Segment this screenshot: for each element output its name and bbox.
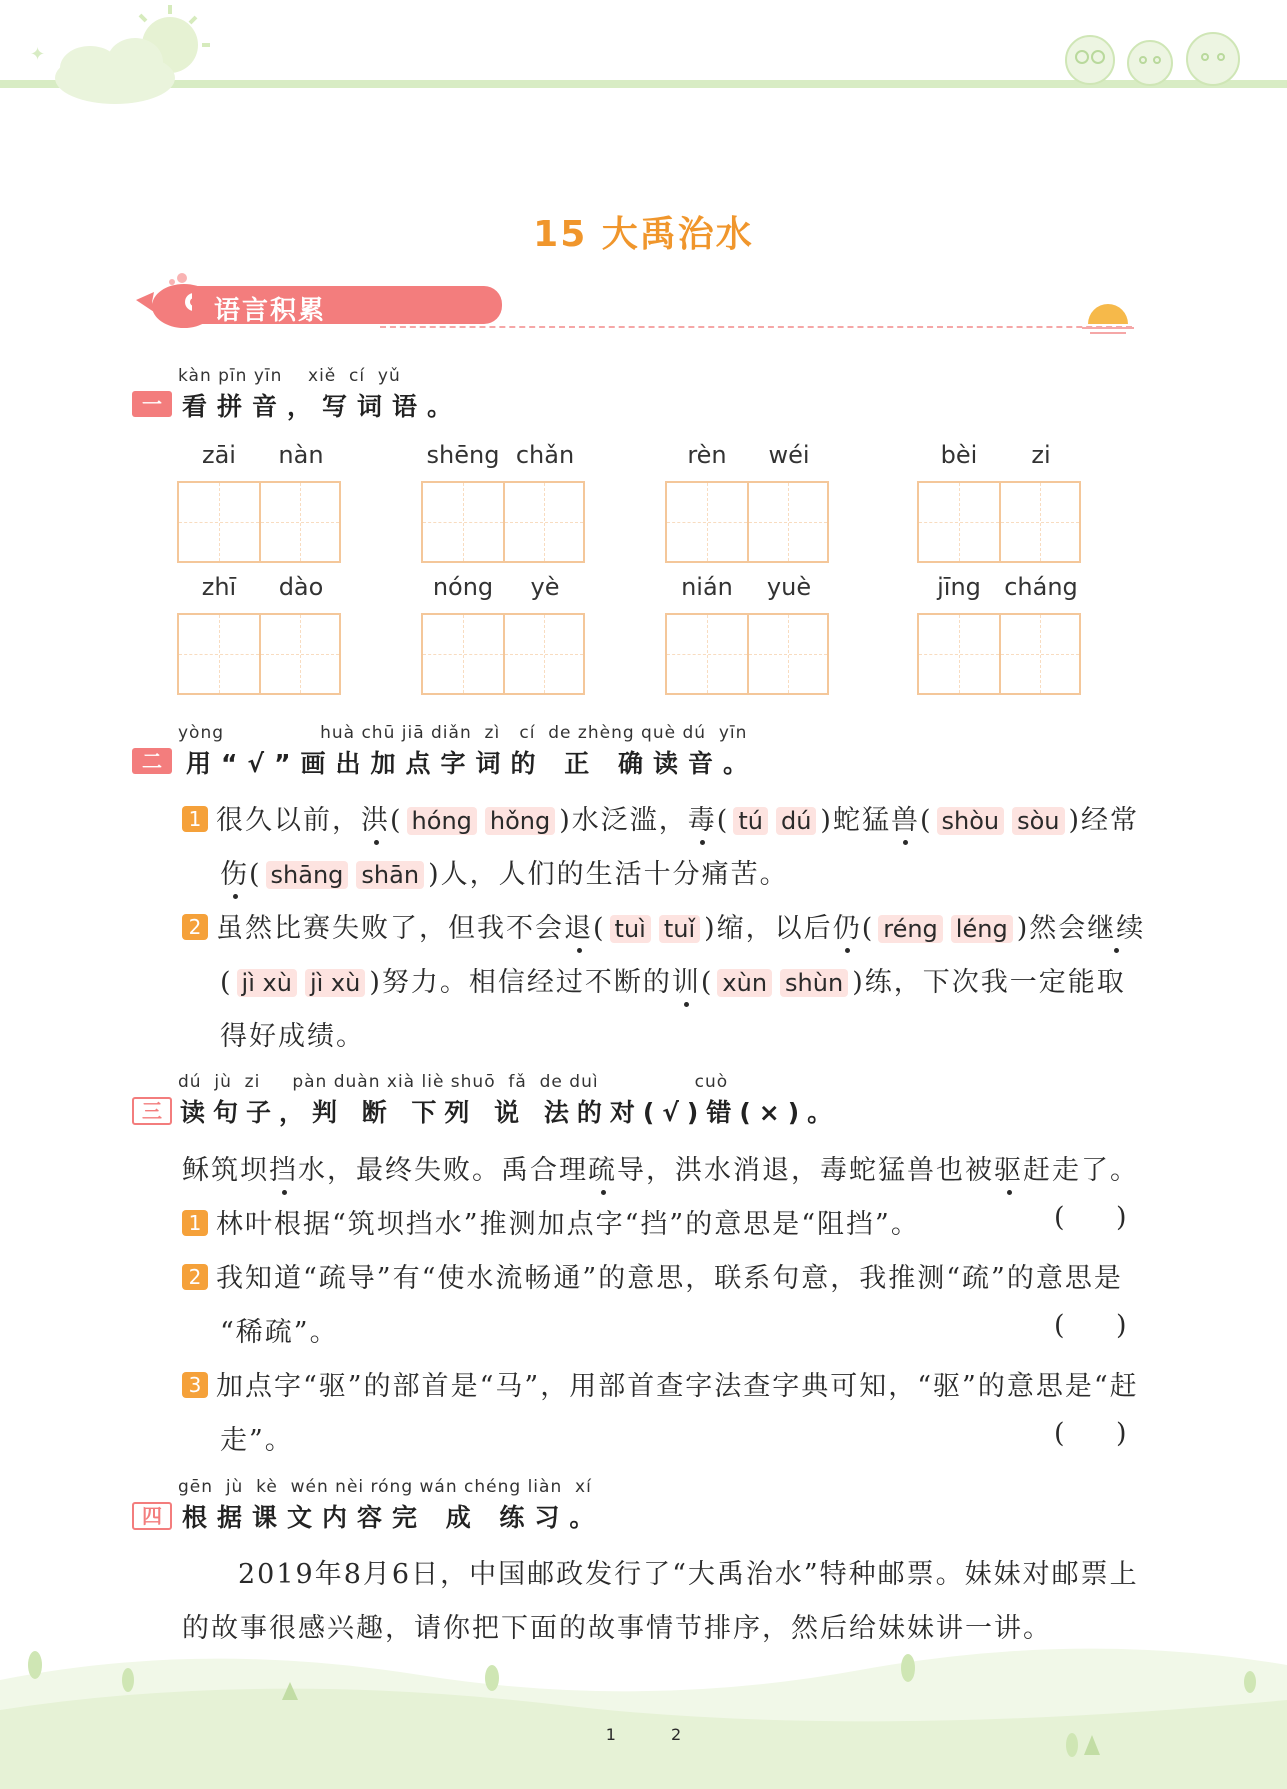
q3-item3-line2: 走”。 — [220, 1425, 294, 1456]
pinyin-option[interactable]: tú — [733, 807, 768, 835]
writing-grid[interactable] — [421, 613, 585, 695]
writing-cell[interactable] — [999, 483, 1079, 561]
q2-item2-line2: ( jì xù jì xù )努力。相信经过不断的训( xùn shùn )练，下次我一定能取 — [220, 967, 1126, 998]
q3-item2-line2: “稀疏”。 — [220, 1317, 339, 1348]
hills-decoration — [0, 1620, 1287, 1789]
pinyin-label: dào — [278, 573, 324, 601]
pinyin-option[interactable]: shān — [356, 861, 424, 889]
section-3-title: 读句子，判 断 下列 说 法的对(√)错(×)。 — [180, 1098, 841, 1127]
pinyin-option[interactable]: réng — [878, 915, 943, 943]
pinyin-label: nàn — [278, 441, 324, 469]
pinyin-label: rèn — [687, 441, 727, 469]
writing-grid[interactable] — [665, 481, 829, 563]
writing-cell[interactable] — [503, 615, 583, 693]
cloud-sun-decoration — [20, 0, 210, 115]
section-3-pinyin: dú jù zi pàn duàn xià liè shuō fǎ de duì cuò — [178, 1072, 729, 1092]
writing-cell[interactable] — [999, 615, 1079, 693]
svg-text:✦: ✦ — [30, 44, 46, 65]
item-number: 2 — [182, 914, 208, 940]
pinyin-option[interactable]: dú — [776, 807, 816, 835]
pinyin-label: yè — [530, 573, 560, 601]
writing-grid[interactable] — [917, 613, 1081, 695]
banner-divider — [380, 326, 1132, 328]
answer-blank[interactable]: ( ) — [1054, 1310, 1127, 1341]
writing-cell[interactable] — [423, 483, 503, 561]
pinyin-option[interactable]: sòu — [1012, 807, 1064, 835]
banner-label: 语言积累 — [214, 296, 327, 326]
item-number: 2 — [182, 1264, 208, 1290]
writing-grid[interactable] — [177, 613, 341, 695]
animal-faces-decoration — [1055, 15, 1255, 90]
q3-item3: 3 加点字“驱”的部首是“马”，用部首查字法查字典可知，“驱”的意思是“赶 — [182, 1364, 1139, 1403]
pinyin-label: zāi — [202, 441, 236, 469]
writing-cell[interactable] — [179, 483, 259, 561]
pinyin-label: nián — [681, 573, 733, 601]
writing-cell[interactable] — [259, 483, 339, 561]
writing-grid[interactable] — [917, 481, 1081, 563]
section-3-badge: 三 — [132, 1097, 172, 1125]
section-banner — [132, 272, 512, 332]
writing-grid[interactable] — [177, 481, 341, 563]
pinyin-label: shēng — [426, 441, 500, 469]
pinyin-label: wéi — [768, 441, 810, 469]
pinyin-option[interactable]: shāng — [266, 861, 349, 889]
answer-blank[interactable]: ( ) — [1054, 1418, 1127, 1449]
writing-cell[interactable] — [919, 615, 999, 693]
writing-cell[interactable] — [259, 615, 339, 693]
writing-cell[interactable] — [667, 615, 747, 693]
page-title: 15 大禹治水 — [533, 214, 754, 255]
section-4-title: 根据课文内容完 成 练习。 — [182, 1503, 605, 1532]
pinyin-option[interactable]: tuì — [610, 915, 651, 943]
section-1-badge: 一 — [132, 391, 172, 417]
pinyin-label: chǎn — [515, 441, 575, 469]
writing-cell[interactable] — [747, 483, 827, 561]
section-4-pinyin: gēn jù kè wén nèi róng wán chéng liàn xí — [178, 1477, 592, 1497]
writing-cell[interactable] — [747, 615, 827, 693]
writing-grid[interactable] — [421, 481, 585, 563]
page-number: 1 2 — [605, 1725, 682, 1744]
pinyin-label: zhī — [201, 573, 237, 601]
pinyin-label: cháng — [1004, 573, 1078, 601]
pinyin-label: jīng — [937, 573, 981, 601]
sunset-icon — [1082, 302, 1134, 338]
section-1-title: 看拼音，写词语。 — [182, 392, 463, 421]
section-2-pinyin: yòng huà chū jiā diǎn zì cí de zhèng què dú yīn — [178, 723, 748, 743]
q3-item2: 2 我知道“疏导”有“使水流畅通”的意思，联系句意，我推测“疏”的意思是 — [182, 1256, 1123, 1295]
writing-cell[interactable] — [919, 483, 999, 561]
item-number: 1 — [182, 1210, 208, 1236]
q2-item1-line1: 1 很久以前，洪( hóng hǒng )水泛滥，毒( tú dú )蛇猛兽( shòu sòu )经常 — [182, 798, 1139, 837]
q4-paragraph-line1: 2019年8月6日，中国邮政发行了“大禹治水”特种邮票。妹妹对邮票上 — [238, 1559, 1139, 1590]
q2-item1-line2: 伤( shāng shān )人，人们的生活十分痛苦。 — [220, 859, 789, 890]
answer-blank[interactable]: ( ) — [1054, 1202, 1127, 1233]
pinyin-option[interactable]: hóng — [407, 807, 477, 835]
section-2-badge: 二 — [132, 748, 172, 774]
writing-cell[interactable] — [667, 483, 747, 561]
pinyin-label: zi — [1031, 441, 1051, 469]
q2-item2-line1: 2 虽然比赛失败了，但我不会退( tuì tuǐ )缩，以后仍( réng léng )然会继续 — [182, 906, 1145, 945]
section-1-pinyin: kàn pīn yīn xiě cí yǔ — [178, 366, 401, 386]
pinyin-option[interactable]: shòu — [937, 807, 1005, 835]
q3-item1: 1 林叶根据“筑坝挡水”推测加点字“挡”的意思是“阻挡”。 — [182, 1202, 920, 1241]
section-2-title: 用“√”画出加点字词的 正 确读音。 — [186, 749, 758, 778]
pinyin-label: yuè — [766, 573, 812, 601]
q4-paragraph-line2: 的故事很感兴趣，请你把下面的故事情节排序，然后给妹妹讲一讲。 — [182, 1613, 1052, 1644]
writing-cell[interactable] — [503, 483, 583, 561]
item-number: 1 — [182, 806, 208, 832]
writing-cell[interactable] — [423, 615, 503, 693]
writing-grid[interactable] — [665, 613, 829, 695]
writing-cell[interactable] — [179, 615, 259, 693]
pinyin-label: bèi — [940, 441, 978, 469]
pinyin-option[interactable]: jì xù — [305, 969, 365, 997]
pinyin-option[interactable]: shùn — [780, 969, 848, 997]
pinyin-label: nóng — [432, 573, 494, 601]
pinyin-option[interactable]: jì xù — [237, 969, 297, 997]
pinyin-option[interactable]: tuǐ — [659, 915, 700, 943]
item-number: 3 — [182, 1372, 208, 1398]
pinyin-option[interactable]: hǒng — [485, 807, 555, 835]
section-4-badge: 四 — [132, 1502, 172, 1530]
q3-sentence: 稣筑坝挡水，最终失败。禹合理疏导，洪水消退，毒蛇猛兽也被驱赶走了。 — [182, 1155, 1139, 1186]
q2-item2-line3: 得好成绩。 — [220, 1021, 365, 1052]
pinyin-option[interactable]: xùn — [717, 969, 772, 997]
pinyin-option[interactable]: léng — [951, 915, 1013, 943]
